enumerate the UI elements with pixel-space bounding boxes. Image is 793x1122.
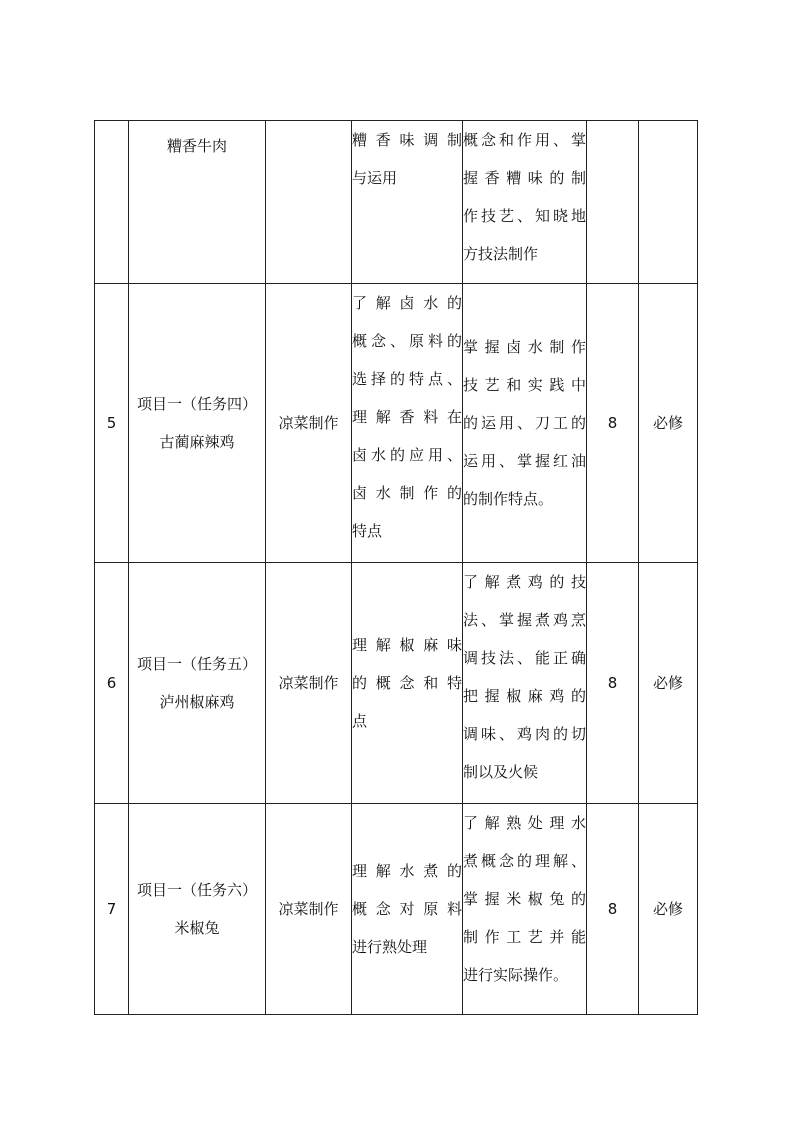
table-row bbox=[95, 804, 698, 1015]
module-name bbox=[266, 121, 352, 284]
class-hours: 8 bbox=[587, 284, 639, 563]
course-type bbox=[639, 121, 698, 284]
module-name: 凉菜制作 bbox=[266, 563, 352, 804]
module-name: 凉菜制作 bbox=[266, 284, 352, 563]
class-hours bbox=[587, 121, 639, 284]
project-name: 糟香牛肉 bbox=[129, 121, 266, 284]
skill-requirement: 了解煮鸡的技 法、掌握煮鸡烹 调技法、能正确 把握椒麻鸡的 调味、鸡肉的切 制以及火候 bbox=[463, 563, 587, 804]
class-hours: 8 bbox=[587, 804, 639, 1015]
course-type: 必修 bbox=[639, 284, 698, 563]
skill-requirement: 了解熟处理水 煮概念的理解、 掌握米椒兔的 制作工艺并能 进行实际操作。 bbox=[463, 804, 587, 1015]
table-row bbox=[95, 563, 698, 804]
project-name: 项目一（任务五） 泸州椒麻鸡 bbox=[129, 563, 266, 804]
row-number: 7 bbox=[95, 804, 129, 1015]
learning-objective: 了解卤水的 概念、原料的 选择的特点、 理解香料在 卤水的应用、 卤水制作的 特点 bbox=[352, 284, 463, 563]
row-number: 6 bbox=[95, 563, 129, 804]
skill-requirement: 概念和作用、掌 握香糟味的制 作技艺、知晓地 方技法制作 bbox=[463, 121, 587, 284]
learning-objective: 糟香味调制 与运用 bbox=[352, 121, 463, 284]
table-row bbox=[95, 121, 698, 284]
course-type: 必修 bbox=[639, 804, 698, 1015]
skill-requirement: 掌握卤水制作 技艺和实践中 的运用、刀工的 运用、掌握红油 的制作特点。 bbox=[463, 284, 587, 563]
project-name: 项目一（任务六） 米椒兔 bbox=[129, 804, 266, 1015]
table-row bbox=[95, 284, 698, 563]
module-name: 凉菜制作 bbox=[266, 804, 352, 1015]
row-number bbox=[95, 121, 129, 284]
course-type: 必修 bbox=[639, 563, 698, 804]
learning-objective: 理解水煮的 概念对原料 进行熟处理 bbox=[352, 804, 463, 1015]
project-name: 项目一（任务四） 古蔺麻辣鸡 bbox=[129, 284, 266, 563]
course-table bbox=[94, 120, 698, 1015]
row-number: 5 bbox=[95, 284, 129, 563]
class-hours: 8 bbox=[587, 563, 639, 804]
learning-objective: 理解椒麻味 的概念和特 点 bbox=[352, 563, 463, 804]
